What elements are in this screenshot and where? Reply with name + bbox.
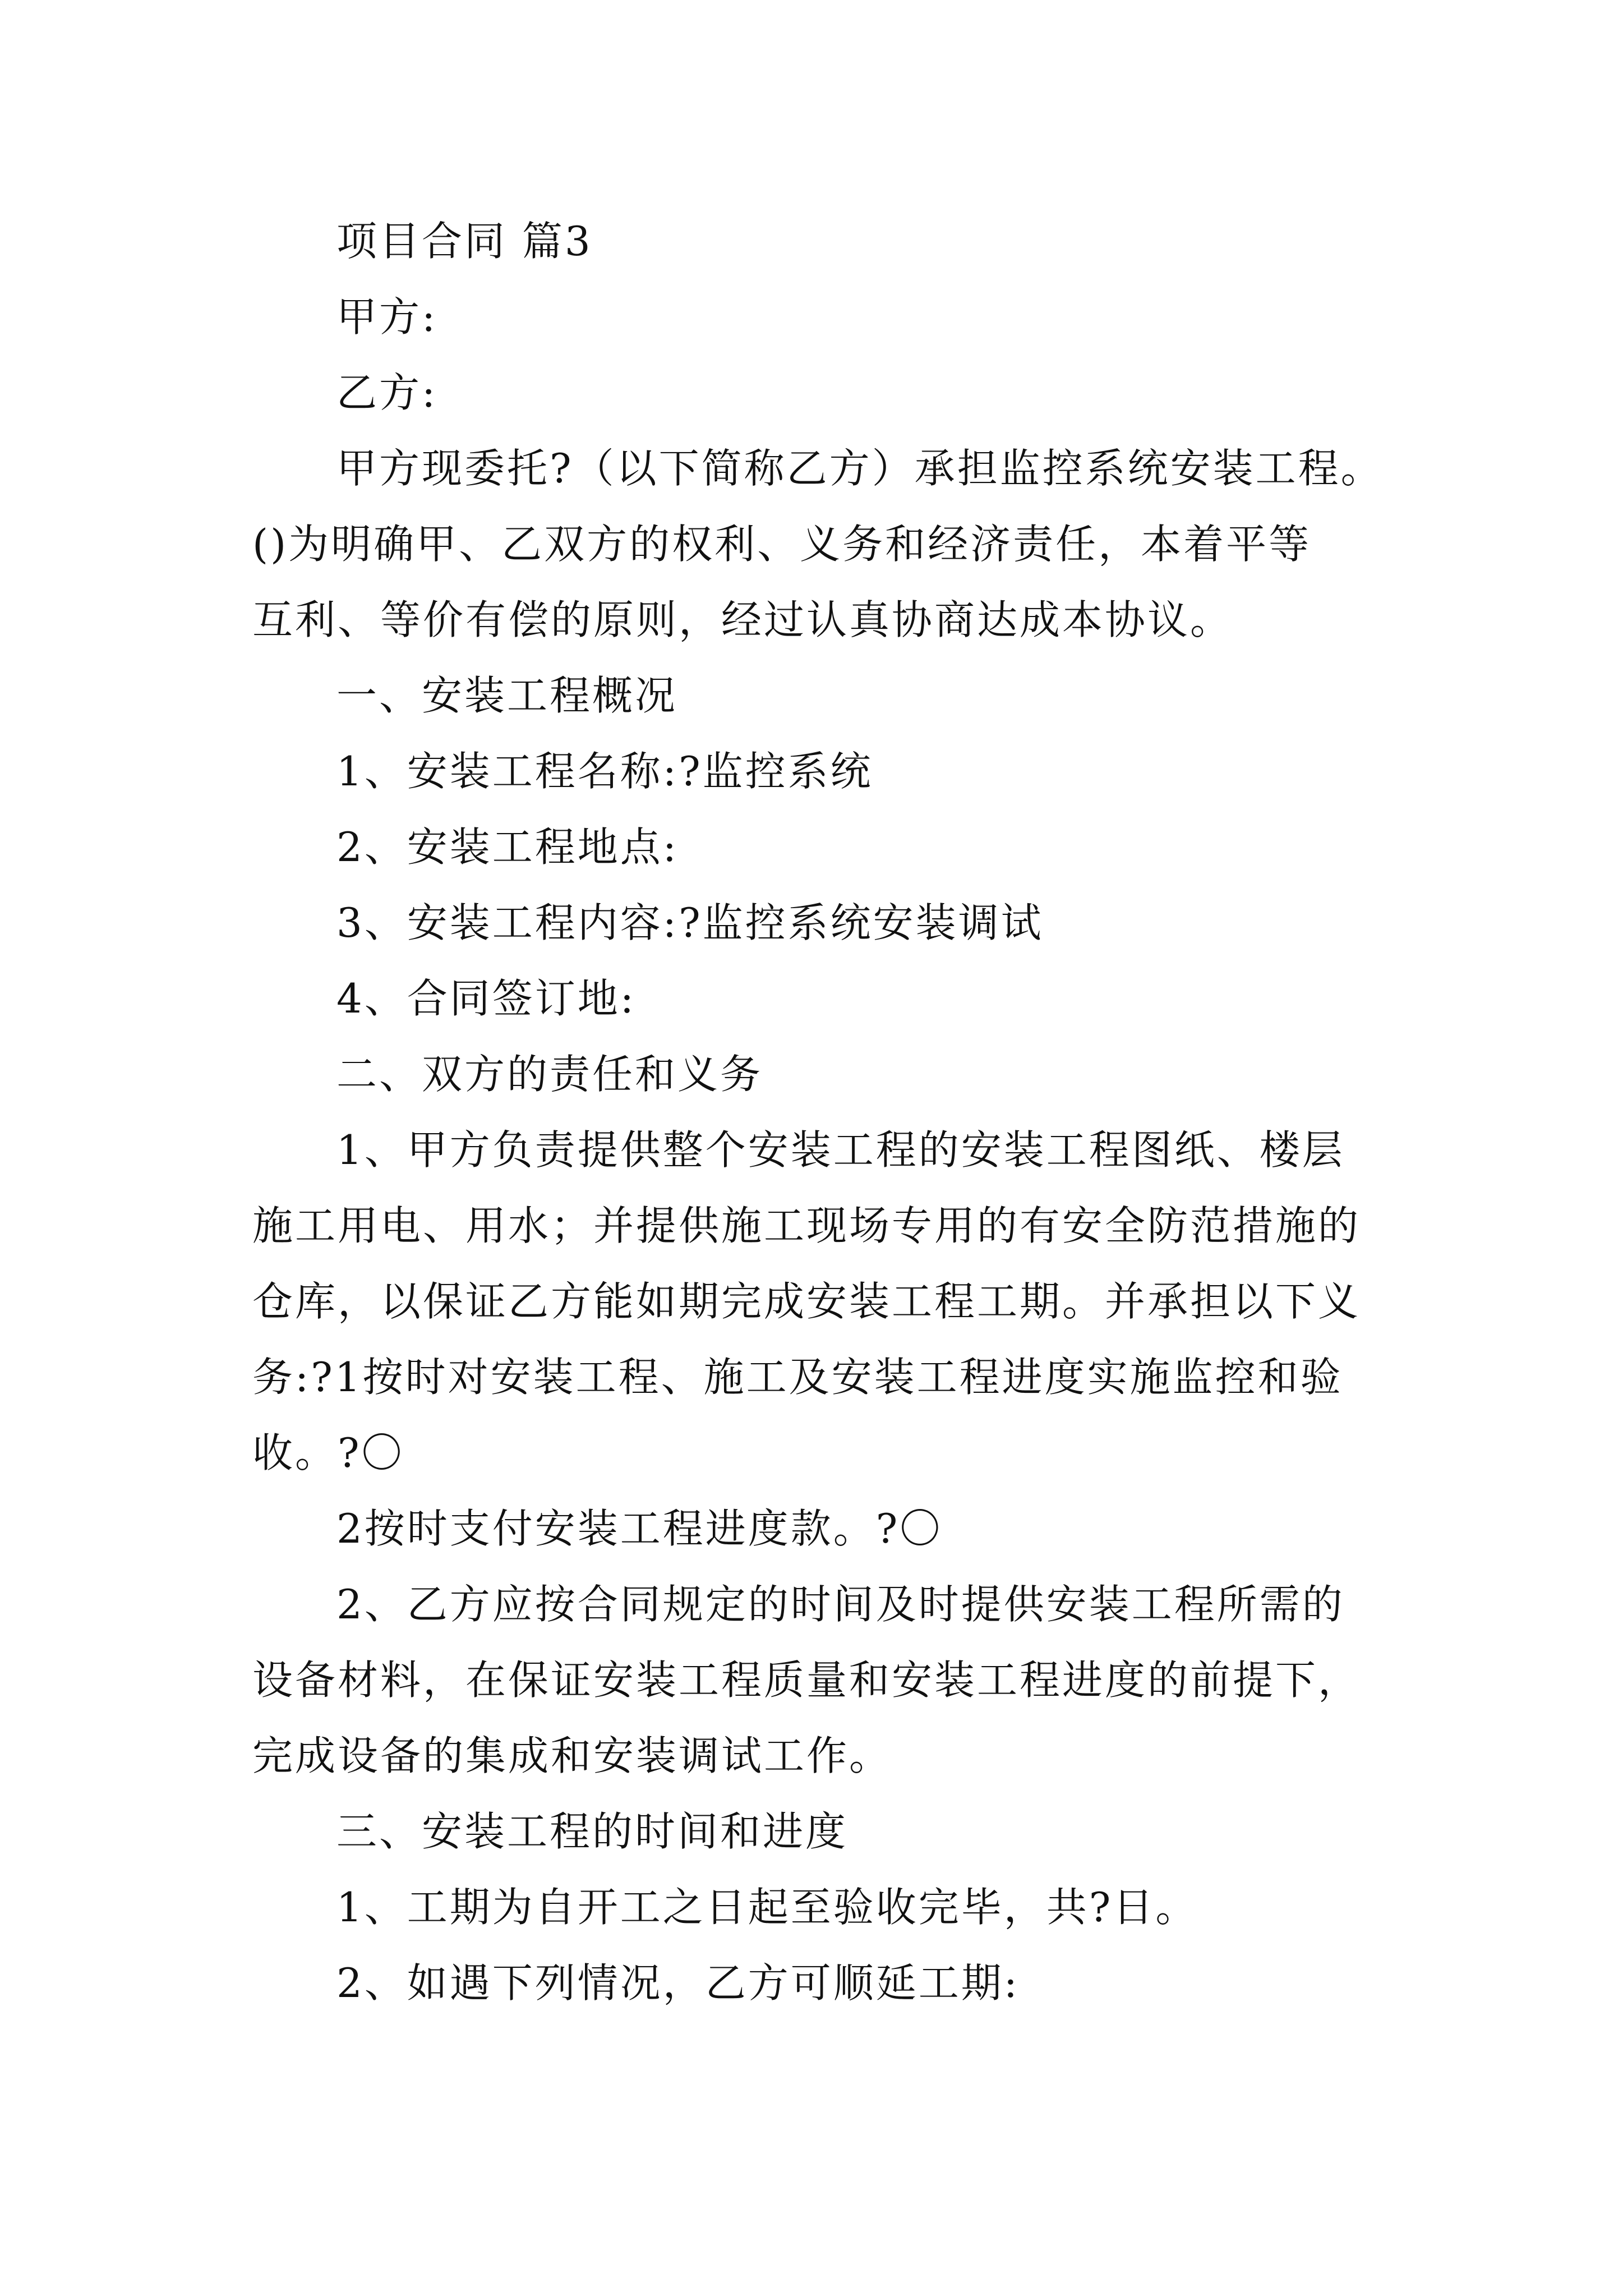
- paragraph-line: 设备材料，在保证安装工程质量和安装工程进度的前提下，: [252, 1657, 1361, 1704]
- list-item: 2、安装工程地点:: [336, 823, 679, 871]
- section-heading: 一、安装工程概况: [336, 672, 678, 719]
- list-item: 1、工期为自开工之日起至验收完毕，共?日。: [336, 1884, 1198, 1931]
- list-item: 2、如遇下列情况，乙方可顺延工期:: [336, 1959, 1020, 2007]
- paragraph-line: 2、乙方应按合同规定的时间及时提供安装工程所需的: [336, 1581, 1345, 1628]
- list-item: 1、安装工程名称:?监控系统: [336, 748, 873, 795]
- paragraph-line: 仓库，以保证乙方能如期完成安装工程工期。并承担以下义: [252, 1278, 1361, 1325]
- section-heading: 三、安装工程的时间和进度: [336, 1808, 849, 1855]
- paragraph-line: 完成设备的集成和安装调试工作。: [252, 1732, 892, 1779]
- party-b-label: 乙方:: [336, 369, 438, 416]
- section-heading: 二、双方的责任和义务: [336, 1051, 763, 1098]
- list-item: 4、合同签订地:: [336, 975, 637, 1022]
- intro-line: ()为明确甲、乙双方的权利、义务和经济责任，本着平等: [252, 521, 1312, 568]
- paragraph-line: 2按时支付安装工程进度款。?〇: [336, 1505, 943, 1552]
- paragraph-line: 施工用电、用水；并提供施工现场专用的有安全防范措施的: [252, 1202, 1361, 1249]
- document-title: 项目合同 篇3: [336, 218, 593, 265]
- list-item: 3、安装工程内容:?监控系统安装调试: [336, 899, 1044, 946]
- party-a-label: 甲方:: [336, 293, 438, 341]
- paragraph-line: 1、甲方负责提供整个安装工程的安装工程图纸、楼层: [336, 1126, 1345, 1174]
- intro-line: 甲方现委托?（以下简称乙方）承担监控系统安装工程。: [336, 445, 1384, 492]
- paragraph-line: 务:?1按时对安装工程、施工及安装工程进度实施监控和验: [252, 1354, 1343, 1401]
- paragraph-line: 收。?〇: [252, 1429, 404, 1476]
- intro-line: 互利、等价有偿的原则，经过认真协商达成本协议。: [252, 596, 1233, 643]
